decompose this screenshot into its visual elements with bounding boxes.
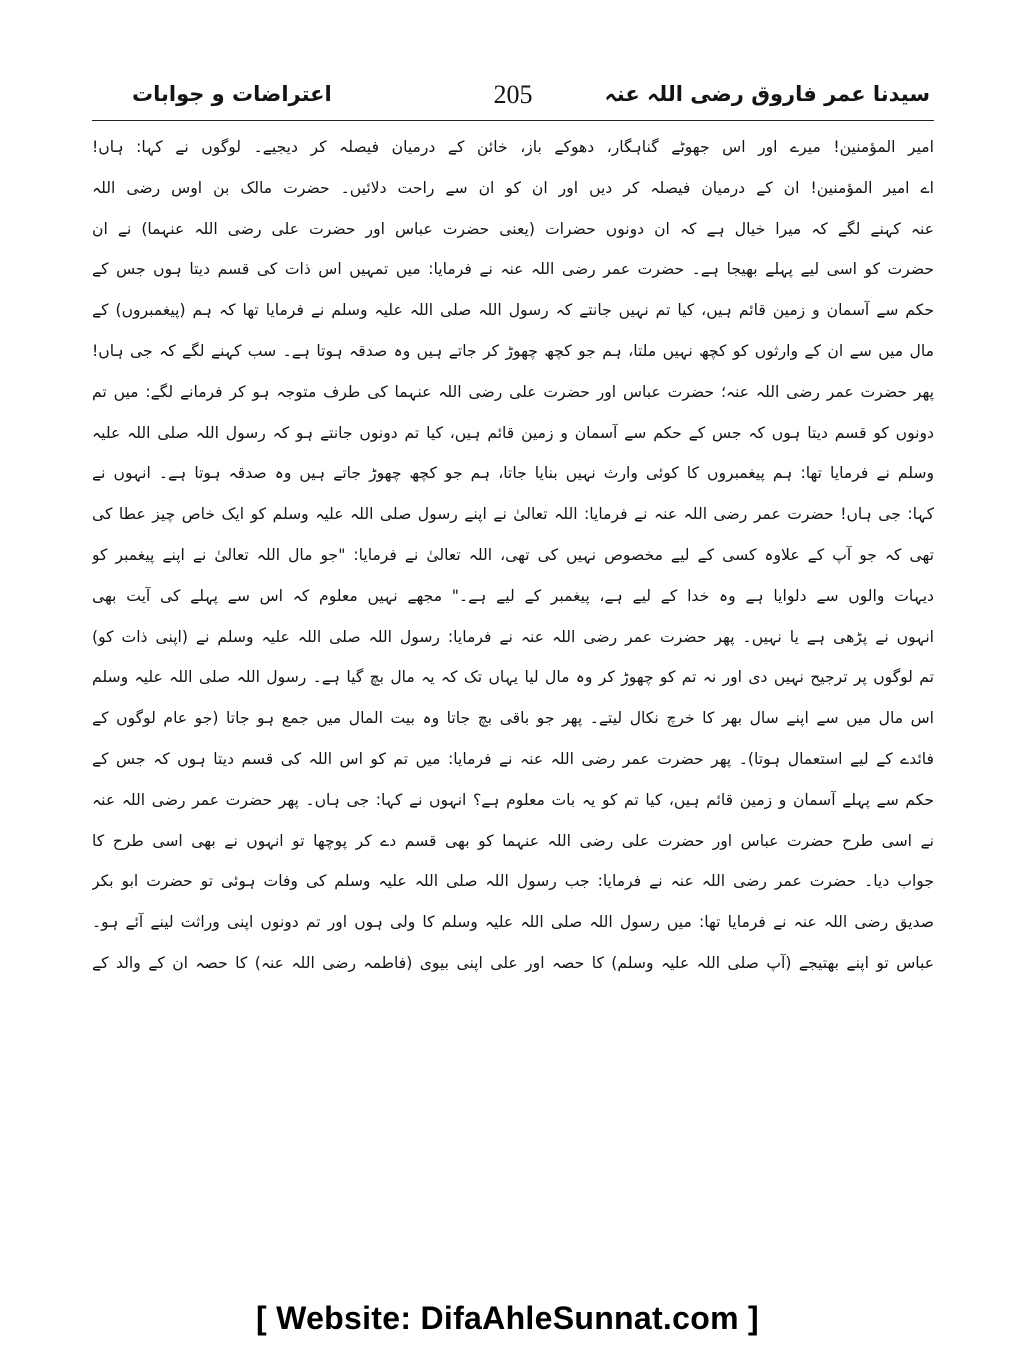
text-line: عباس تو اپنے بھتیجے (آپ صلی اللہ علیہ وسلم) کا حصہ اور علی اپنی بیوی (فاطمہ رضی اللہ عنہ) کا حصہ ان کے والد کے <box>92 953 934 972</box>
text-line: حضرت کو اسی لیے پہلے بھیجا ہے۔ حضرت عمر رضی اللہ عنہ نے فرمایا: میں تمہیں اس ذات کی قسم دیتا ہوں جس کے <box>92 260 934 279</box>
text-line: عنہ کہنے لگے کہ میرا خیال ہے کہ ان دونوں حضرات (یعنی حضرت عباس اور حضرت علی رضی اللہ عنہما) نے ان <box>92 219 934 238</box>
text-line: مال میں سے ان کے وارثوں کو کچھ نہیں ملتا، ہم جو کچھ چھوڑ کر جاتے ہیں وہ صدقہ ہوتا ہے۔ سب کہنے لگے کہ جی ہاں! <box>92 341 934 360</box>
text-line: امیر المؤمنین! میرے اور اس جھوٹے گناہگار، دھوکے باز، خائن کے درمیان فیصلہ کر دیجیے۔ لوگوں نے کہا: ہاں! <box>92 138 934 156</box>
page-number: 205 <box>493 80 533 109</box>
text-line: صدیق رضی اللہ عنہ نے فرمایا تھا: میں رسول اللہ صلی اللہ علیہ وسلم کا ولی ہوں اور تم دونوں اپنی وراثت لینے آئے ہو۔ <box>92 913 934 932</box>
text-line: تم لوگوں پر ترجیح نہیں دی اور نہ تم کو چھوڑ کر وہ مال لیا یہاں تک کہ یہ مال بچ گیا ہے۔ رسول اللہ صلی اللہ علیہ وسلم <box>92 668 934 687</box>
text-line: حکم سے پہلے آسمان و زمین قائم ہیں، کیا تم کو یہ بات معلوم ہے؟ انہوں نے کہا: جی ہاں۔ پھر حضرت عمر رضی اللہ عنہ <box>92 790 934 809</box>
text-line: اس مال میں سے اپنے سال بھر کا خرچ نکال لیتے۔ پھر جو باقی بچ جاتا وہ بیت المال میں جمع ہو جاتا (جو عام لوگوں کے <box>92 709 934 728</box>
text-line: کہا: جی ہاں! حضرت عمر رضی اللہ عنہ نے فرمایا: اللہ تعالیٰ نے اپنے رسول صلی اللہ علیہ وسلم کو ایک خاص چیز عطا کی <box>92 505 934 524</box>
text-line: وسلم نے فرمایا تھا: ہم پیغمبروں کا کوئی وارث نہیں بنایا جاتا، ہم جو کچھ چھوڑ جاتے ہیں وہ صدقہ ہوتا ہے۔ انہوں نے <box>92 464 934 483</box>
text-line: فائدے کے لیے استعمال ہوتا)۔ پھر حضرت عمر رضی اللہ عنہ نے فرمایا: میں تم کو اس اللہ کی قسم دیتا ہوں کہ جس کے <box>92 749 934 768</box>
text-line: دیہات والوں سے دلوایا ہے وہ خدا کے لیے ہے، پیغمبر کے لیے ہے۔" مجھے نہیں معلوم کہ اس سے پہلے کی آیت بھی <box>92 586 934 605</box>
text-line: حکم سے آسمان و زمین قائم ہیں، کیا تم نہیں جانتے کہ رسول اللہ صلی اللہ علیہ وسلم نے فرمایا تھا کہ ہم (پیغمبروں) کے <box>92 301 934 320</box>
text-line: اے امیر المؤمنین! ان کے درمیان فیصلہ کر دیں اور ان کو ان سے راحت دلائیں۔ حضرت مالک بن اوس رضی اللہ <box>92 178 934 197</box>
text-line: انہوں نے پڑھی ہے یا نہیں۔ پھر حضرت عمر رضی اللہ عنہ نے فرمایا: رسول اللہ صلی اللہ علیہ وسلم نے (اپنی ذات کو) <box>92 627 934 646</box>
text-line: پھر حضرت عمر رضی اللہ عنہ؛ حضرت عباس اور حضرت علی رضی اللہ عنہما کی طرف متوجہ ہو کر فرمانے لگے: میں تم <box>92 382 934 401</box>
text-line: جواب دیا۔ حضرت عمر رضی اللہ عنہ نے فرمایا: جب رسول اللہ صلی اللہ علیہ وسلم کی وفات ہوئی تو حضرت ابو بکر <box>92 872 934 891</box>
page-header <box>92 74 934 121</box>
website-footer: [ Website: DifaAhleSunnat.com ] <box>256 1300 759 1336</box>
book-title: سیدنا عمر فاروق رضی اللہ عنہ <box>604 82 930 106</box>
body-text <box>92 127 934 984</box>
text-line: دونوں کو قسم دیتا ہوں کہ جس کے حکم سے آسمان و زمین قائم ہیں، کیا تم دونوں جانتے ہو کہ رسول اللہ صلی اللہ علیہ <box>92 423 934 442</box>
text-line: نے اسی طرح حضرت عباس اور حضرت علی رضی اللہ عنہما کو بھی قسم دے کر پوچھا تو انہوں نے بھی اسی طرح کا <box>92 831 934 850</box>
text-line: تھی کہ جو آپ کے علاوہ کسی کے لیے مخصوص نہیں کی تھی، اللہ تعالیٰ نے فرمایا: "جو مال اللہ تعالیٰ نے اپنے پیغمبر کو <box>92 545 934 564</box>
chapter-title: اعتراضات و جوابات <box>132 82 332 106</box>
